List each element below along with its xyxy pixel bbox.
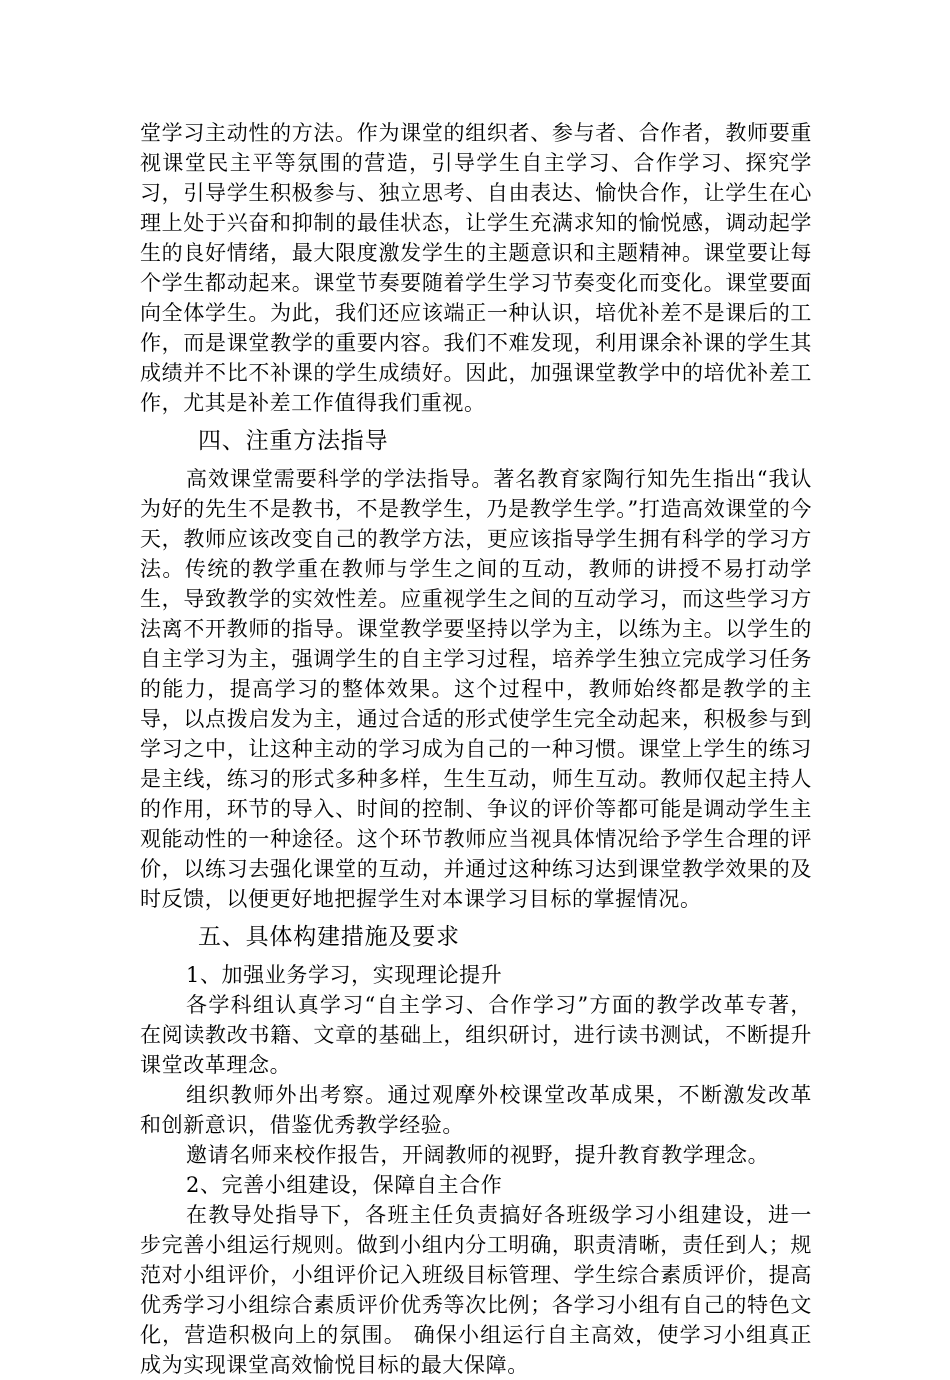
section-heading-measures: 五、具体构建措施及要求 bbox=[198, 924, 460, 950]
paragraph-method-guidance: 高效课堂需要科学的学法指导。著名教育家陶行知先生指出“我认为好的先生不是教书，不是教学生，乃是教学生学。”打造高效课堂的今天，教师应该改变自己的教学方法，更应该指导学生拥有科学的学习方法。传统的教学重在教师与学生之间的互动，教师的讲授不易打动学生，导致教学的实效性差。应重视学生之间的互动学习，而这些学习方法离不开教师的指导。课堂教学要坚持以学为主，以练为主。以学生的自主学习为主，强调学生的自主学习过程，培养学生独立完成学习任务的能力，提高学习的整体效果。这个过程中，教师始终都是教学的主导，以点拨启发为主，通过合适的形式使学生完全动起来，积极参与到学习之中，让这种主动的学习成为自己的一种习惯。课堂上学生的练习是主线，练习的形式多种多样，生生互动，师生互动。教师仅起主持人的作用，环节的导入、时间的控制、争议的评价等都可能是调动学生主观能动性的一种途径。这个环节教师应当视具体情况给予学生合理的评价，以练习去强化课堂的互动，并通过这种练习达到课堂教学效果的及时反馈，以便更好地把握学生对本课学习目标的掌握情况。 bbox=[140, 467, 812, 911]
document-page bbox=[140, 118, 812, 1380]
paragraph-invite-teachers: 邀请名师来校作报告，开阔教师的视野，提升教育教学理念。 bbox=[186, 1143, 770, 1167]
paragraph-continuation: 堂学习主动性的方法。作为课堂的组织者、参与者、合作者，教师要重视课堂民主平等氛围的营造，引导学生自主学习、合作学习、探究学习，引导学生积极参与、独立思考、自由表达、愉快合作，让学生在心理上处于兴奋和抑制的最佳状态，让学生充满求知的愉悦感，调动起学生的良好情绪，最大限度激发学生的主题意识和主题精神。课堂要让每个学生都动起来。课堂节奏要随着学生学习节奏变化而变化。课堂要面向全体学生。为此，我们还应该端正一种认识，培优补差不是课后的工作，而是课堂教学的重要内容。我们不难发现，利用课余补课的学生其成绩并不比不补课的学生成绩好。因此，加强课堂教学中的培优补差工作，尤其是补差工作值得我们重视。 bbox=[140, 121, 812, 415]
paragraph-group-building: 在教导处指导下，各班主任负责搞好各班级学习小组建设，进一步完善小组运行规则。做到小组内分工明确，职责清晰，责任到人；规范对小组评价，小组评价记入班级目标管理、学生综合素质评价，提高优秀学习小组综合素质评价优秀等次比例；各学习小组有自己的特色文化，营造积极向上的氛围。 确保小组运行自主高效，使学习小组真正成为实现课堂高效愉悦目标的最大保障。 bbox=[140, 1203, 812, 1377]
subheading-group-building: 2、完善小组建设，保障自主合作 bbox=[186, 1173, 503, 1197]
paragraph-study-reform: 各学科组认真学习“自主学习、合作学习”方面的教学改革专著，在阅读教改书籍、文章的基础上，组织研讨，进行读书测试，不断提升课堂改革理念。 bbox=[140, 993, 812, 1077]
paragraph-visit-schools: 组织教师外出考察。通过观摩外校课堂改革成果，不断激发改革和创新意识，借鉴优秀教学经验。 bbox=[140, 1083, 812, 1137]
subheading-business-study: 1、加强业务学习，实现理论提升 bbox=[186, 963, 503, 987]
section-heading-method-guidance: 四、注重方法指导 bbox=[198, 428, 389, 454]
